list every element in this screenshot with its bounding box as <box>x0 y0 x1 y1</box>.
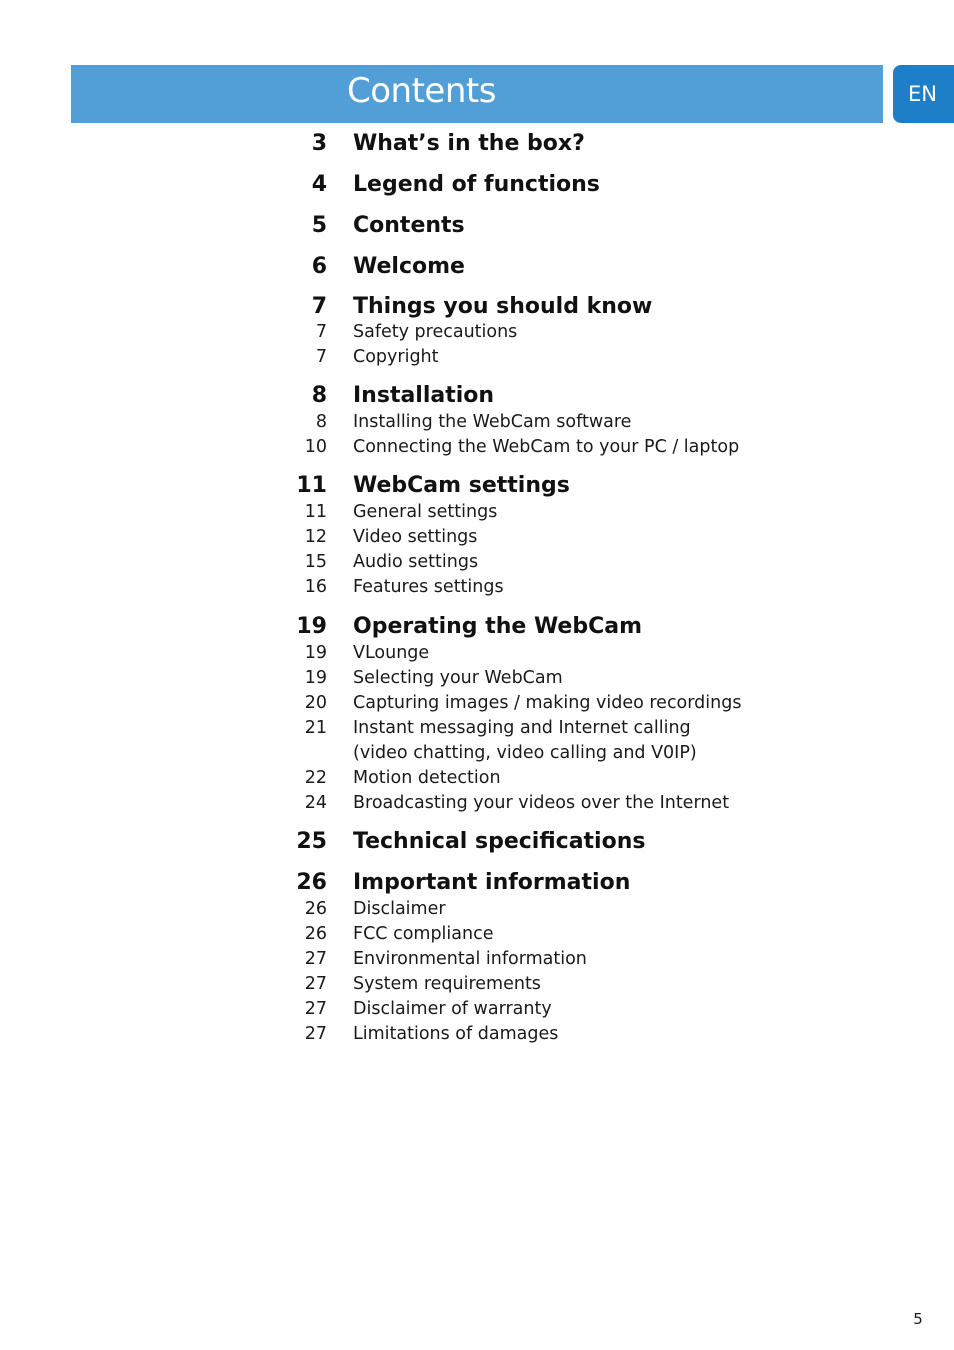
toc-subsection-entry[interactable] <box>0 666 954 691</box>
toc-entry-title: WebCam settings <box>353 473 570 498</box>
toc-subsection-entry[interactable] <box>0 947 954 972</box>
toc-section-entry[interactable] <box>0 252 954 282</box>
toc-page-number: 16 <box>304 577 327 597</box>
contents-header-bar <box>71 65 883 123</box>
toc-subsection-entry[interactable] <box>0 922 954 947</box>
toc-section-entry[interactable] <box>0 292 954 322</box>
toc-page-number: 10 <box>304 437 327 457</box>
toc-page-number: 11 <box>304 502 327 522</box>
page-number: 5 <box>913 1310 923 1328</box>
toc-entry-title: Disclaimer of warranty <box>353 999 552 1019</box>
toc-entry-title: FCC compliance <box>353 924 494 944</box>
toc-section-entry[interactable] <box>0 129 954 159</box>
toc-subsection-entry[interactable] <box>0 550 954 575</box>
toc-subsection-entry[interactable] <box>0 691 954 716</box>
toc-subsection-entry[interactable] <box>0 641 954 666</box>
language-tab[interactable]: EN <box>893 65 954 123</box>
toc-entry-title: Technical specifications <box>353 829 646 854</box>
toc-subsection-entry[interactable] <box>0 741 954 766</box>
toc-subsection-entry[interactable] <box>0 972 954 997</box>
toc-page-number: 19 <box>296 614 327 639</box>
toc-subsection-entry[interactable] <box>0 716 954 741</box>
toc-subsection-entry[interactable] <box>0 791 954 816</box>
toc-subsection-entry[interactable] <box>0 320 954 345</box>
toc-entry-title: System requirements <box>353 974 541 994</box>
toc-subsection-entry[interactable] <box>0 997 954 1022</box>
toc-page-number: 4 <box>311 172 327 197</box>
toc-page-number: 8 <box>315 412 327 432</box>
toc-section-entry[interactable] <box>0 170 954 200</box>
toc-subsection-entry[interactable] <box>0 435 954 460</box>
toc-entry-title: Features settings <box>353 577 504 597</box>
toc-entry-title: Legend of functions <box>353 172 600 197</box>
toc-page-number: 22 <box>304 768 327 788</box>
toc-entry-title: Audio settings <box>353 552 479 572</box>
toc-entry-title: VLounge <box>353 643 430 663</box>
toc-page-number: 25 <box>296 829 327 854</box>
toc-page-number: 6 <box>311 254 327 279</box>
toc-entry-title: Contents <box>353 213 465 238</box>
toc-entry-title: Welcome <box>353 254 465 279</box>
toc-entry-title: Copyright <box>353 347 439 367</box>
toc-entry-title: Operating the WebCam <box>353 614 643 639</box>
toc-entry-title: Broadcasting your videos over the Internet <box>353 793 730 813</box>
toc-page-number: 19 <box>304 668 327 688</box>
toc-entry-title: Safety precautions <box>353 322 518 342</box>
toc-section-entry[interactable] <box>0 868 954 898</box>
toc-page-number: 7 <box>311 294 327 319</box>
toc-entry-title: Important information <box>353 870 631 895</box>
toc-page-number: 12 <box>304 527 327 547</box>
toc-page-number: 27 <box>304 1024 327 1044</box>
toc-entry-title: Limitations of damages <box>353 1024 559 1044</box>
toc-page-number: 7 <box>315 322 327 342</box>
toc-section-entry[interactable] <box>0 612 954 642</box>
toc-subsection-entry[interactable] <box>0 575 954 600</box>
toc-page-number: 7 <box>315 347 327 367</box>
toc-entry-title: Disclaimer <box>353 899 446 919</box>
toc-entry-title: Things you should know <box>353 294 653 319</box>
toc-section-entry[interactable] <box>0 827 954 857</box>
page-title: Contents <box>347 71 496 111</box>
toc-entry-title: General settings <box>353 502 498 522</box>
toc-subsection-entry[interactable] <box>0 766 954 791</box>
toc-page-number: 11 <box>296 473 327 498</box>
toc-page-number: 26 <box>296 870 327 895</box>
toc-entry-title: (video chatting, video calling and V0IP) <box>353 743 697 763</box>
toc-subsection-entry[interactable] <box>0 897 954 922</box>
toc-page-number: 21 <box>304 718 327 738</box>
toc-entry-title: Installation <box>353 383 495 408</box>
toc-entry-title: What’s in the box? <box>353 131 585 156</box>
toc-page-number: 27 <box>304 999 327 1019</box>
toc-page-number: 19 <box>304 643 327 663</box>
toc-page-number: 8 <box>311 383 327 408</box>
toc-subsection-entry[interactable] <box>0 410 954 435</box>
toc-entry-title: Connecting the WebCam to your PC / laptop <box>353 437 740 457</box>
toc-page-number: 24 <box>304 793 327 813</box>
toc-subsection-entry[interactable] <box>0 1022 954 1047</box>
toc-page-number: 15 <box>304 552 327 572</box>
toc-page-number: 27 <box>304 949 327 969</box>
toc-entry-title: Installing the WebCam software <box>353 412 632 432</box>
toc-page-number: 20 <box>304 693 327 713</box>
toc-subsection-entry[interactable] <box>0 345 954 370</box>
toc-entry-title: Instant messaging and Internet calling <box>353 718 691 738</box>
toc-section-entry[interactable] <box>0 471 954 501</box>
toc-page-number: 27 <box>304 974 327 994</box>
toc-entry-title: Motion detection <box>353 768 501 788</box>
toc-subsection-entry[interactable] <box>0 500 954 525</box>
toc-entry-title: Capturing images / making video recordings <box>353 693 742 713</box>
toc-page-number: 26 <box>304 899 327 919</box>
toc-entry-title: Video settings <box>353 527 478 547</box>
toc-page-number: 5 <box>311 213 327 238</box>
toc-page-number: 26 <box>304 924 327 944</box>
toc-entry-title: Environmental information <box>353 949 587 969</box>
toc-section-entry[interactable] <box>0 211 954 241</box>
toc-subsection-entry[interactable] <box>0 525 954 550</box>
toc-section-entry[interactable] <box>0 381 954 411</box>
toc-page-number: 3 <box>311 131 327 156</box>
toc-entry-title: Selecting your WebCam <box>353 668 563 688</box>
